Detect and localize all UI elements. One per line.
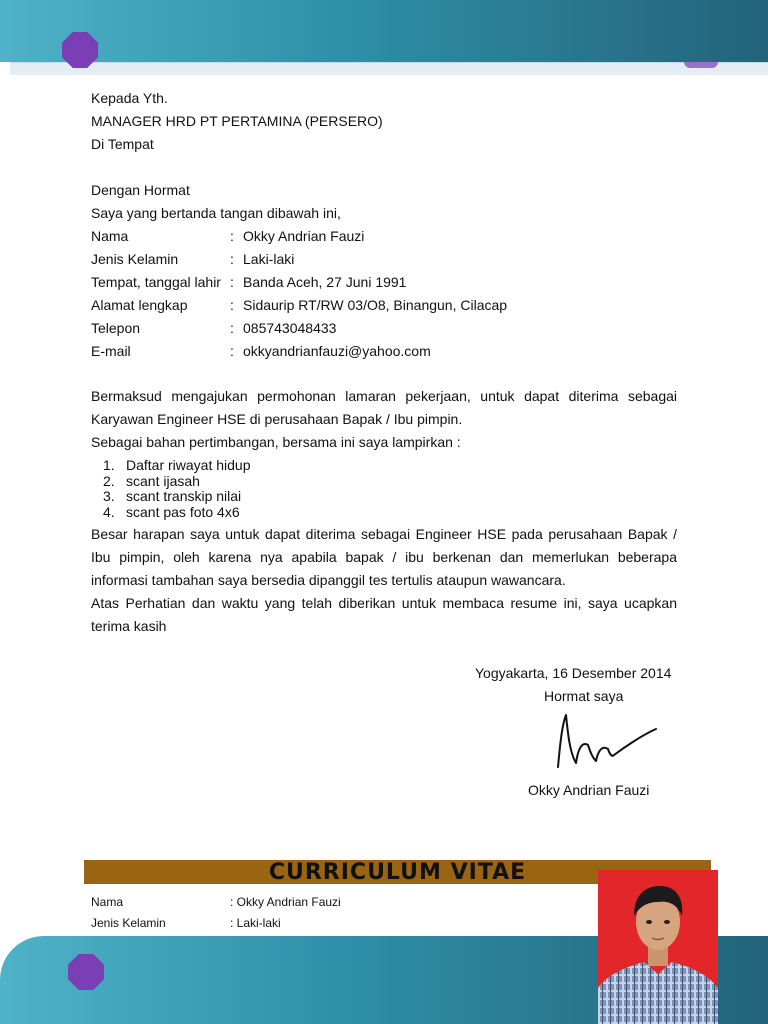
paragraph-line: Bermaksud mengajukan permohonan lamaran pekerjaan, untuk dapat diterima sebagai <box>91 388 677 404</box>
paragraph-application <box>91 385 677 454</box>
paragraph-line: terima kasih <box>91 618 167 634</box>
list-text: scant transkip nilai <box>126 488 242 504</box>
field-label: Nama <box>91 228 129 244</box>
signer-name: Okky Andrian Fauzi <box>528 782 650 798</box>
intro: Saya yang bertanda tangan dibawah ini, <box>91 205 341 221</box>
header-rule <box>10 62 768 75</box>
paragraph-line: Sebagai bahan pertimbangan, bersama ini saya lampirkan : <box>91 434 461 450</box>
field-value: 085743048433 <box>243 320 337 336</box>
paragraph-line: Karyawan Engineer HSE di perusahaan Bapak / Ibu pimpin. <box>91 411 463 427</box>
list-text: scant pas foto 4x6 <box>126 503 240 520</box>
recipient-line-2: MANAGER HRD PT PERTAMINA (PERSERO) <box>91 113 383 129</box>
paragraph-line: Besar harapan saya untuk dapat diterima sebagai Engineer HSE pada perusahaan Bapak / <box>91 526 677 542</box>
cv-label: Nama <box>91 895 124 909</box>
paragraph-line: informasi tambahan saya bersedia dipanggil tes tertulis ataupun wawancara. <box>91 572 566 588</box>
greeting: Dengan Hormat <box>91 182 190 198</box>
field-colon: : <box>230 343 234 359</box>
cv-value: : Okky Andrian Fauzi <box>230 895 341 909</box>
list-text: scant ijasah <box>126 472 200 489</box>
cv-value: : Laki-laki <box>230 916 281 930</box>
header-banner <box>0 0 768 62</box>
octagon-icon <box>62 32 98 68</box>
field-label: Tempat, tanggal lahir <box>91 274 221 290</box>
cv-title: CURRICULUM VITAE <box>268 860 527 885</box>
field-value: Banda Aceh, 27 Juni 1991 <box>243 274 407 290</box>
field-value: Sidaurip RT/RW 03/O8, Binangun, Cilacap <box>243 297 508 313</box>
field-label: Alamat lengkap <box>91 297 188 313</box>
field-colon: : <box>230 251 234 267</box>
list-number: 1. <box>103 457 115 473</box>
header-accent-tab <box>684 62 718 68</box>
field-value: Okky Andrian Fauzi <box>243 228 365 244</box>
field-label: Jenis Kelamin <box>91 251 179 267</box>
place-date: Yogyakarta, 16 Desember 2014 <box>475 665 672 681</box>
recipient-line-1: Kepada Yth. <box>91 90 168 106</box>
field-label: Telepon <box>91 320 141 336</box>
field-colon: : <box>230 274 234 290</box>
paragraph-line: Ibu pimpin, oleh karena nya apabila bapak / ibu berkenan dan memerlukan beberapa <box>91 549 677 565</box>
regards: Hormat saya <box>544 688 624 704</box>
profile-photo <box>598 870 718 1024</box>
field-colon: : <box>230 320 234 336</box>
paragraph-line: Atas Perhatian dan waktu yang telah diberikan untuk membaca resume ini, saya ucapkan <box>91 595 677 611</box>
list-text: Daftar riwayat hidup <box>126 457 251 473</box>
list-number: 2. <box>103 472 115 489</box>
paragraph-hope <box>91 523 677 638</box>
field-value: okkyandrianfauzi@yahoo.com <box>243 343 431 359</box>
signature-icon <box>552 705 662 775</box>
octagon-icon <box>68 954 104 990</box>
field-value: Laki-laki <box>243 251 295 267</box>
list-number: 3. <box>103 488 115 504</box>
list-number: 4. <box>103 503 115 520</box>
cv-label: Jenis Kelamin <box>91 916 166 930</box>
field-colon: : <box>230 297 234 313</box>
recipient-line-3: Di Tempat <box>91 136 154 152</box>
person-icon <box>598 870 718 1024</box>
field-label: E-mail <box>91 343 131 359</box>
field-colon: : <box>230 228 234 244</box>
